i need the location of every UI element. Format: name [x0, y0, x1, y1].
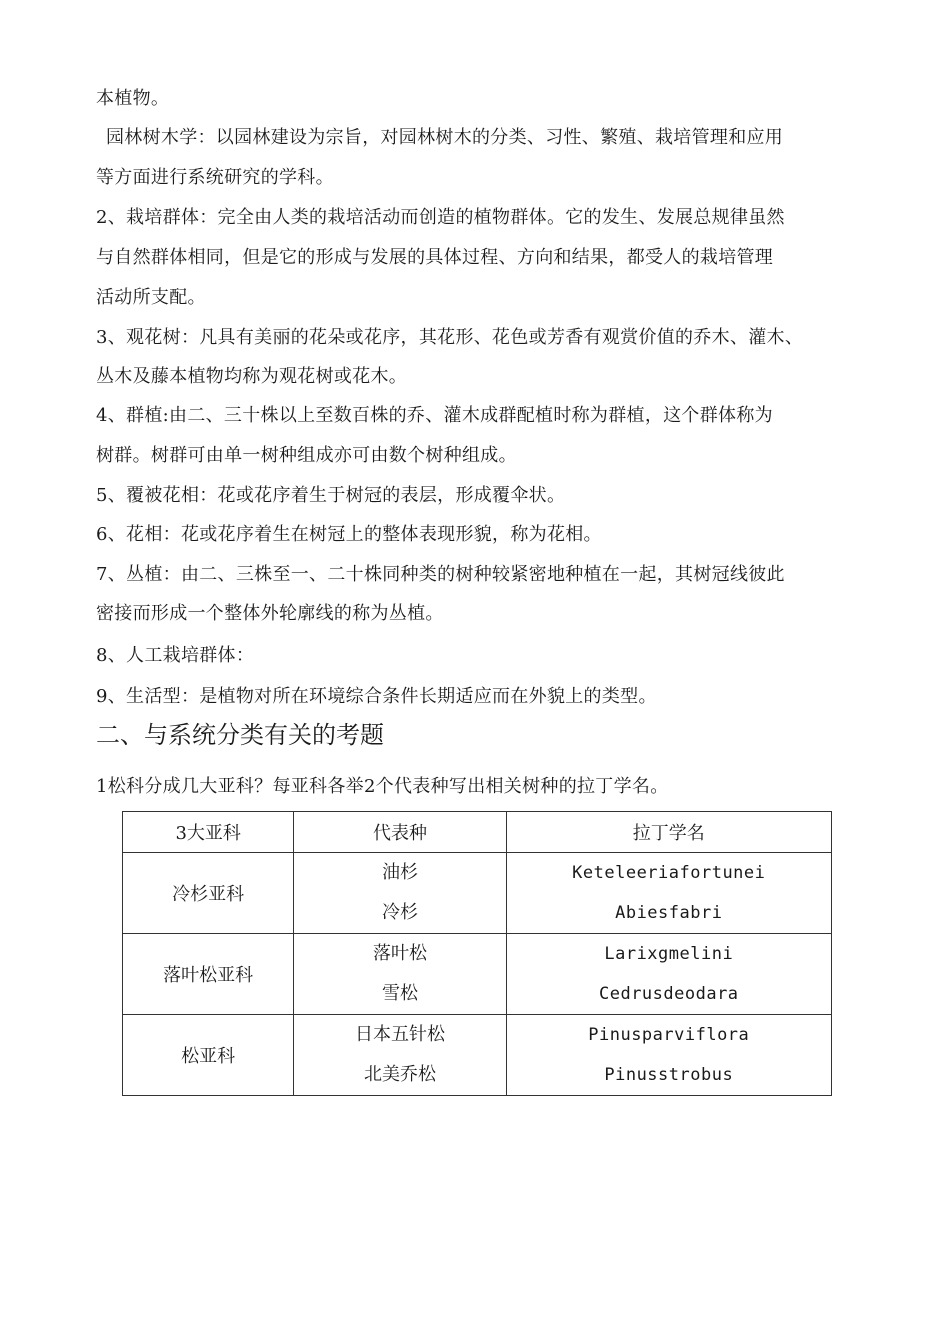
latin-name: Abiesfabri: [615, 903, 723, 923]
species-cell: [294, 853, 506, 934]
paragraph-line: 5、覆被花相：花或花序着生于树冠的表层，形成覆伞状。: [96, 485, 566, 506]
species-name: 北美乔松: [363, 1064, 436, 1085]
latin-cell: [506, 934, 831, 1015]
latin-name: Pinusstrobus: [604, 1065, 734, 1085]
latin-cell: [506, 853, 831, 934]
latin-name: Pinusparviflora: [588, 1025, 750, 1045]
header-latin-name: 拉丁学名: [506, 812, 831, 853]
latin-name: Cedrusdeodara: [598, 984, 739, 1004]
paragraph-line: 本植物。: [96, 88, 170, 109]
paragraph-line: 2、栽培群体：完全由人类的栽培活动而创造的植物群体。它的发生、发展总规律虽然: [96, 207, 785, 228]
species-cell: [294, 934, 506, 1015]
subfamily-cell: 松亚科: [123, 1015, 294, 1096]
paragraph-line: 丛木及藤本植物均称为观花树或花木。: [96, 366, 408, 387]
table-header-row: [123, 812, 832, 853]
table-row: [123, 1015, 832, 1096]
subfamily-cell: 冷杉亚科: [123, 853, 294, 934]
species-name: 油杉: [381, 862, 418, 883]
paragraph-line: 9、生活型：是植物对所在环境综合条件长期适应而在外貌上的类型。: [96, 686, 657, 707]
latin-name: Larixgmelini: [604, 944, 734, 964]
paragraph-line: 7、丛植：由二、三株至一、二十株同种类的树种较紧密地种植在一起，其树冠线彼此: [96, 564, 785, 585]
subfamily-cell: 落叶松亚科: [123, 934, 294, 1015]
paragraph-line: 6、花相：花或花序着生在树冠上的整体表现形貌，称为花相。: [96, 524, 602, 545]
paragraph-line: 与自然群体相同，但是它的形成与发展的具体过程、方向和结果，都受人的栽培管理: [96, 247, 774, 268]
section-heading: 二、与系统分类有关的考题: [96, 721, 384, 749]
latin-cell: [506, 1015, 831, 1096]
paragraph-line: 活动所支配。: [96, 287, 206, 308]
paragraph-line: 4、群植:由二、三十株以上至数百株的乔、灌木成群配植时称为群植，这个群体称为: [96, 405, 773, 426]
pinaceae-subfamily-table: [122, 811, 832, 1096]
paragraph-line: 8、人工栽培群体：: [96, 645, 255, 666]
species-name: 冷杉: [381, 902, 418, 923]
paragraph-line: 等方面进行系统研究的学科。: [96, 167, 334, 188]
table-row: [123, 853, 832, 934]
table-row: [123, 934, 832, 1015]
header-subfamily: 3大亚科: [123, 812, 294, 853]
paragraph-line: 树群。树群可由单一树种组成亦可由数个树种组成。: [96, 445, 517, 466]
question-text: 1松科分成几大亚科？每亚科各举2个代表种写出相关树种的拉丁学名。: [96, 776, 669, 797]
paragraph-line: 密接而形成一个整体外轮廓线的称为丛植。: [96, 603, 444, 624]
species-cell: [294, 1015, 506, 1096]
paragraph-line: 园林树木学：以园林建设为宗旨，对园林树木的分类、习性、繁殖、栽培管理和应用: [106, 127, 784, 148]
species-name: 落叶松: [372, 943, 427, 964]
species-name: 雪松: [381, 983, 418, 1004]
species-name: 日本五针松: [354, 1024, 445, 1045]
latin-name: Keteleeriafortunei: [572, 863, 766, 883]
paragraph-line: 3、观花树：凡具有美丽的花朵或花序，其花形、花色或芳香有观赏价值的乔木、灌木、: [96, 327, 804, 348]
header-species: 代表种: [294, 812, 506, 853]
